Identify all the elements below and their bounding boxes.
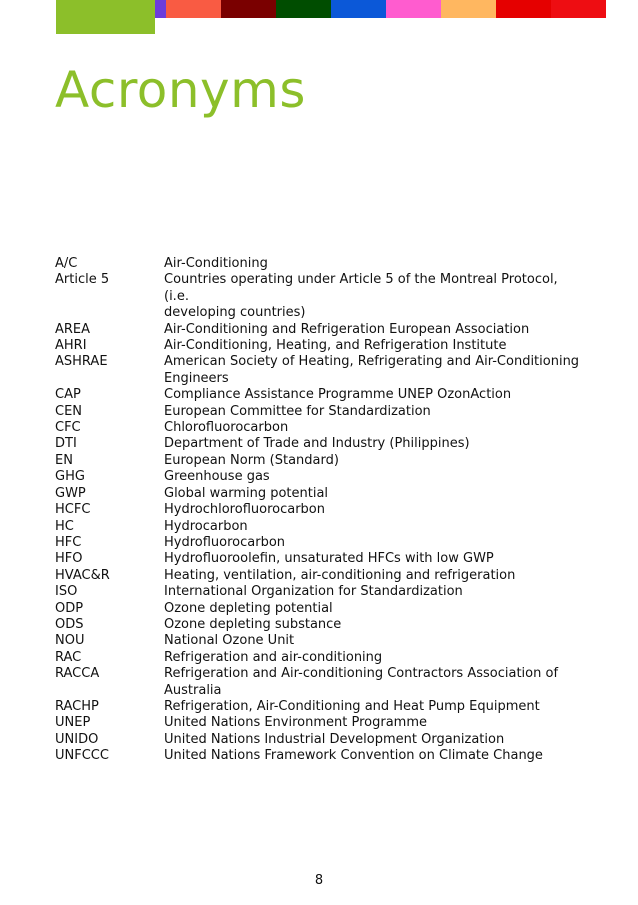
acronym-row [55, 715, 585, 731]
acronym-definition [164, 436, 585, 452]
acronym-row [55, 519, 585, 535]
acronym-abbreviation: HVAC&R [55, 567, 110, 583]
definition-line: Compliance Assistance Programme UNEP OzonAction [164, 387, 512, 403]
acronym-row [55, 404, 585, 420]
acronym-abbreviation: RAC [55, 649, 82, 665]
acronym-abbreviation: NOU [55, 633, 85, 649]
acronym-abbreviation: GHG [55, 469, 85, 485]
acronym-row [55, 469, 585, 485]
acronym-abbreviation: HFO [55, 551, 83, 567]
definition-line: European Committee for Standardization [164, 403, 431, 419]
color-strip-segment [441, 0, 496, 18]
acronym-definition [164, 486, 585, 502]
acronym-abbreviation: AHRI [55, 338, 87, 354]
definition-line: Air-Conditioning [164, 256, 268, 271]
acronym-abbreviation: HC [55, 518, 74, 534]
color-strip-segment [496, 0, 551, 18]
acronym-definition [164, 568, 585, 584]
acronym-abbreviation: RACHP [55, 698, 99, 714]
acronym-abbreviation: UNEP [55, 715, 91, 731]
acronym-row [55, 617, 585, 633]
definition-line: Global warming potential [164, 485, 329, 501]
acronym-row [55, 584, 585, 600]
acronym-definition [164, 551, 585, 567]
acronym-row [55, 748, 585, 764]
acronym-definition [164, 601, 585, 617]
definition-line: National Ozone Unit [164, 633, 295, 649]
acronym-definition [164, 322, 585, 338]
definition-line: Greenhouse gas [164, 469, 270, 485]
acronym-definition [164, 469, 585, 485]
acronym-row [55, 338, 585, 354]
acronym-abbreviation: ISO [55, 584, 78, 600]
acronym-abbreviation: ODS [55, 616, 84, 632]
acronym-abbreviation: UNFCCC [55, 748, 109, 764]
acronym-abbreviation: RACCA [55, 666, 100, 682]
acronym-row [55, 436, 585, 452]
acronym-abbreviation: CAP [55, 387, 81, 403]
acronym-row [55, 633, 585, 649]
acronym-row [55, 256, 585, 272]
acronym-definition [164, 748, 585, 764]
definition-line: Hydrofluorocarbon [164, 534, 286, 550]
acronym-row [55, 420, 585, 436]
acronym-abbreviation: EN [55, 452, 73, 468]
color-strip-segment [276, 0, 331, 18]
acronym-row [55, 699, 585, 715]
acronym-definition [164, 453, 585, 469]
definition-line: Refrigeration and air-conditioning [164, 649, 383, 665]
definition-line: Hydrochlorofluorocarbon [164, 502, 325, 518]
acronym-abbreviation: HFC [55, 534, 82, 550]
page-title: Acronyms [55, 61, 306, 119]
definition-line: Air-Conditioning and Refrigeration European Association [164, 321, 530, 337]
acronym-row [55, 732, 585, 748]
acronym-row [55, 650, 585, 666]
acronym-row [55, 535, 585, 551]
acronym-row [55, 601, 585, 617]
acronym-abbreviation: Article 5 [55, 272, 110, 288]
acronym-definition [164, 535, 585, 551]
definition-line: European Norm (Standard) [164, 452, 339, 468]
definition-line: Hydrocarbon [164, 518, 248, 534]
acronym-definition [164, 666, 585, 699]
acronym-abbreviation: GWP [55, 485, 86, 501]
acronym-row [55, 272, 585, 321]
color-strip-segment [386, 0, 441, 18]
acronym-definition [164, 420, 585, 436]
color-strip-segment [166, 0, 221, 18]
definition-line: International Organization for Standardization [164, 584, 463, 600]
acronym-definition [164, 502, 585, 518]
acronym-row [55, 551, 585, 567]
definition-line: Department of Trade and Industry (Philippines) [164, 436, 470, 452]
acronym-row [55, 387, 585, 403]
acronym-definition [164, 387, 585, 403]
definition-line: Ozone depleting substance [164, 616, 342, 632]
definition-line: Refrigeration, Air-Conditioning and Heat Pump Equipment [164, 698, 540, 714]
definition-line: Engineers [164, 370, 229, 386]
acronym-definition [164, 584, 585, 600]
definition-line: United Nations Environment Programme [164, 715, 427, 731]
acronym-definition [164, 715, 585, 731]
acronym-definition [164, 699, 585, 715]
acronym-row [55, 502, 585, 518]
definition-line: Air-Conditioning, Heating, and Refrigeration Institute [164, 338, 507, 354]
definition-line: United Nations Industrial Development Organization [164, 731, 505, 747]
acronym-definition [164, 404, 585, 420]
accent-block [56, 0, 155, 34]
definition-line: Refrigeration and Air-conditioning Contractors Association of [164, 666, 559, 682]
color-strip-segment [331, 0, 386, 18]
acronym-row [55, 486, 585, 502]
acronym-definition [164, 338, 585, 354]
acronym-definition [164, 633, 585, 649]
acronym-list [55, 256, 585, 765]
acronym-abbreviation: A/C [55, 256, 78, 271]
acronym-definition [164, 519, 585, 535]
acronym-row [55, 322, 585, 338]
definition-line: United Nations Framework Convention on Climate Change [164, 748, 543, 764]
definition-line: Chlorofluorocarbon [164, 420, 289, 436]
acronym-definition [164, 256, 585, 272]
acronym-row [55, 568, 585, 584]
definition-line: Countries operating under Article 5 of the Montreal Protocol, (i.e. [164, 272, 558, 304]
acronym-definition [164, 272, 585, 321]
acronym-row [55, 453, 585, 469]
definition-line: developing countries) [164, 305, 306, 321]
definition-line: Ozone depleting potential [164, 600, 333, 616]
acronym-abbreviation: CFC [55, 420, 81, 436]
acronym-abbreviation: UNIDO [55, 731, 99, 747]
acronym-abbreviation: DTI [55, 436, 77, 452]
definition-line: Australia [164, 682, 222, 698]
color-strip-segment [551, 0, 606, 18]
acronym-row [55, 354, 585, 387]
definition-line: Heating, ventilation, air-conditioning and refrigeration [164, 567, 516, 583]
page-number: 8 [314, 873, 324, 888]
acronym-abbreviation: CEN [55, 403, 83, 419]
definition-line: American Society of Heating, Refrigerating and Air-Conditioning [164, 354, 580, 370]
acronym-definition [164, 650, 585, 666]
definition-line: Hydrofluoroolefin, unsaturated HFCs with low GWP [164, 551, 494, 567]
acronym-abbreviation: ODP [55, 600, 84, 616]
color-strip-segment [221, 0, 276, 18]
acronym-abbreviation: AREA [55, 321, 91, 337]
acronym-row [55, 666, 585, 699]
acronym-abbreviation: ASHRAE [55, 354, 108, 370]
acronym-definition [164, 354, 585, 387]
acronym-definition [164, 732, 585, 748]
acronym-definition [164, 617, 585, 633]
acronym-abbreviation: HCFC [55, 502, 91, 518]
